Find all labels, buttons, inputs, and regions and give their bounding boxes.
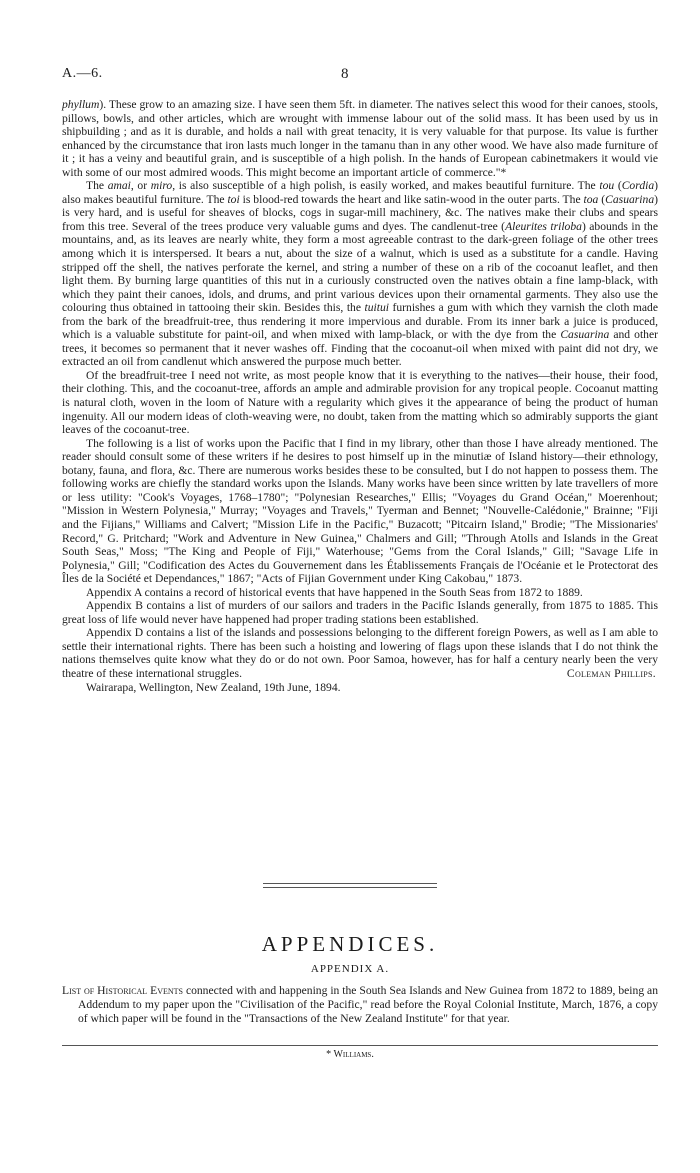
body-text <box>62 98 658 694</box>
text-segment: phyllum <box>62 98 100 111</box>
document-reference: A.—6. <box>62 66 103 81</box>
text-segment: , or <box>130 179 151 193</box>
paragraph-appendix-a <box>62 586 658 600</box>
paragraph-works-list <box>62 437 658 586</box>
text-segment: Of the breadfruit-tree I need not write, as most people know that it is everything to the natives—their house, their food, their clothing. This, and the cocoanut-tree, affords an ample and admirable provision for any tropical people. Cocoanut matting is natural cloth, woven in the loom of Nature with a regularity which gives it the appearance of being the product of human ingenuity. All our modern ideas of cloth-weaving were, no doubt, taken from the matting which so admirably supports the giant leaves of the cocoanut-tree. <box>62 368 658 437</box>
text-segment: ). These grow to an amazing size. I have seen them 5ft. in diameter. The natives select this wood for their canoes, stools, pillows, bowls, and other articles, which are wrought with immense labour out of the solid mass. It has been used by us in shipbuilding ; and as it is durable, and holds a nail with great tenacity, it is very valuable for that purpose. Its value is further enhanced by the circumstance that iron lasts much longer in the tamanu than in any other wood. We have also made furniture of it ; it has a veiny and beautiful grain, and is susceptible of a high polish. In the hands of European cabinetmakers it would vie with some of our most admired woods. This might become an important article of commerce."* <box>62 98 658 179</box>
text-segment: ( <box>614 179 622 193</box>
text-segment: , is also susceptible of a high polish, is easily worked, and makes beautiful furniture. The <box>172 179 600 193</box>
page-number: 8 <box>341 66 349 82</box>
text-segment: The <box>86 179 108 193</box>
section-divider-top <box>263 883 437 884</box>
text-segment: Appendix D contains a list of the islands and possessions belonging to the different foreign Powers, as well as I am able to settle their international rights. There has been such a hoisting and lowering of flags upon these islands that I do not think the nations themselves quite know what they do or do not own. Poor Samoa, however, has for half a century nearly been the very theatre of these international struggles. <box>62 626 658 680</box>
text-segment: and other trees, it becomes so permanent that it never washes off. Finding that the cocoanut-oil when mixed with paint did not dry, we extracted an oil from candlenut which answered the purpose much better. <box>62 328 658 369</box>
text-segment: Cordia <box>621 179 655 193</box>
text-segment: tuitui <box>364 301 389 315</box>
text-segment: furnishes a gum with which they varnish the cloth made from the bark of the breadfruit-tree, thus rendering it more impervious and durable. From its inner bark a juice is produced, which is a valuable substitute for paint-oil, and when mixed with lamp-black, or with the dye from the <box>62 301 658 342</box>
author-signature: Coleman Phillips. <box>566 666 656 680</box>
appendix-a-lead: List of Historical Events <box>62 984 183 997</box>
text-segment: ) is very hard, and is useful for sheaves of blocks, cogs in sugar-mill machinery, &c. The natives make their clubs and spears from this tree. Several of the trees produce very valuable gums and dyes. The candlenut-tree ( <box>62 192 658 233</box>
text-segment: toi <box>227 192 240 206</box>
appendix-a-description <box>62 984 658 1025</box>
paragraph-appendix-d <box>62 626 658 680</box>
text-segment: miro <box>150 179 173 193</box>
paragraph-breadfruit <box>62 369 658 437</box>
text-segment: tou <box>599 179 615 193</box>
text-segment: Aleurites triloba <box>505 219 582 233</box>
place-and-date: Wairarapa, Wellington, New Zealand, 19th June, 1894. <box>86 680 341 694</box>
appendix-a-text: connected with and happening in the South Sea Islands and New Guinea from 1872 to 1889, being an Addendum to my paper upon the "Civilisation of the Pacific," read before the Royal Colonial Institute, March, 1876, a copy of which paper will be found in the "Transactions of the New Zealand Institute" for that year. <box>78 984 658 1025</box>
page-header <box>62 66 656 86</box>
appendices-heading: APPENDICES. <box>261 932 439 956</box>
appendix-a-heading: APPENDIX A. <box>310 963 390 975</box>
text-segment: is blood-red towards the heart and like satin-wood in the outer parts. The <box>239 192 584 206</box>
text-segment: ( <box>598 192 606 206</box>
text-segment: toa <box>583 192 599 206</box>
paragraph-appendix-b <box>62 599 658 626</box>
paragraph-tamanu <box>62 98 658 179</box>
section-divider-bottom <box>263 887 437 888</box>
text-segment: Appendix A contains a record of historical events that have happened in the South Seas from 1872 to 1889. <box>86 585 583 599</box>
text-segment: ) also makes beautiful furniture. The <box>62 179 659 206</box>
text-segment: Casuarina <box>605 192 655 206</box>
text-segment: amai <box>107 179 131 193</box>
text-segment: Casuarina <box>560 328 610 342</box>
footnote-rule <box>62 1045 658 1046</box>
footnote: * Williams. <box>326 1049 374 1060</box>
paragraph-amai-miro <box>62 179 658 369</box>
text-segment: ) abounds in the mountains, and, as its leaves are nearly white, they form a most agreeable contrast to the dark-green foliage of the other trees among which it is interspersed. It bears a nut, about the size of a walnut, which is used as a substitute for a candle. Having stripped off the shell, the natives perforate the kernel, and string a number of these on a rib of the cocoanut leaflet, and then light them. By burning large quantities of this nut in a curiously constructed oven the natives obtain a fine lamp-black, with which they paint their canoes, idols, and drums, and print various devices upon their ornamental garments. They also use the colouring thus obtained in tattooing their skin. Besides this, the <box>62 219 659 315</box>
text-segment: Appendix B contains a list of murders of our sailors and traders in the Pacific Islands generally, from 1875 to 1885. This great loss of life would never have happened had proper trading stations been established. <box>62 599 658 626</box>
text-segment: The following is a list of works upon the Pacific that I find in my library, other than those I have already mentioned. The reader should consult some of these writers if he desires to post himself up in the minutiæ of Island history—their ethnology, botany, fauna, and flora, &c. There are numerous works besides these to be consulted, but I do not happen to possess them. The following works are chiefly the standard works upon the Islands. Many works have been since written by late travellers of more or less utility: "Cook's Voyages, 1768–1780"; "Polynesian Researches," Ellis; "Voyages du Grand Océan," Moerenhout; "Mission in Western Polynesia," Murray; "Voyages and Travels," Tyerman and Bennet; "Nouvelle-Calédonie," Brainne; "Fiji and the Fijians," Williams and Calvert; "Mission Life in the Pacific," Buzacott; "Pitcairn Island," Brodie; "The Missionaries' Record," G. Pritchard; "Work and Adventure in New Guinea," Chalmers and Gill; "Through Atolls and Islands in the Great South Seas," Moss; "The King and People of Fiji," Waterhouse; "Gems from the Coral Islands," Gill; "Savage Life in Polynesia," Gill; "Codification des Actes du Gouvernement dans les Établissements Français de l'Océanie et le Protectorat des Îles de la Société et Dependances," 1867; "Acts of Fijian Government under King Cakobau," 1873. <box>62 436 658 586</box>
